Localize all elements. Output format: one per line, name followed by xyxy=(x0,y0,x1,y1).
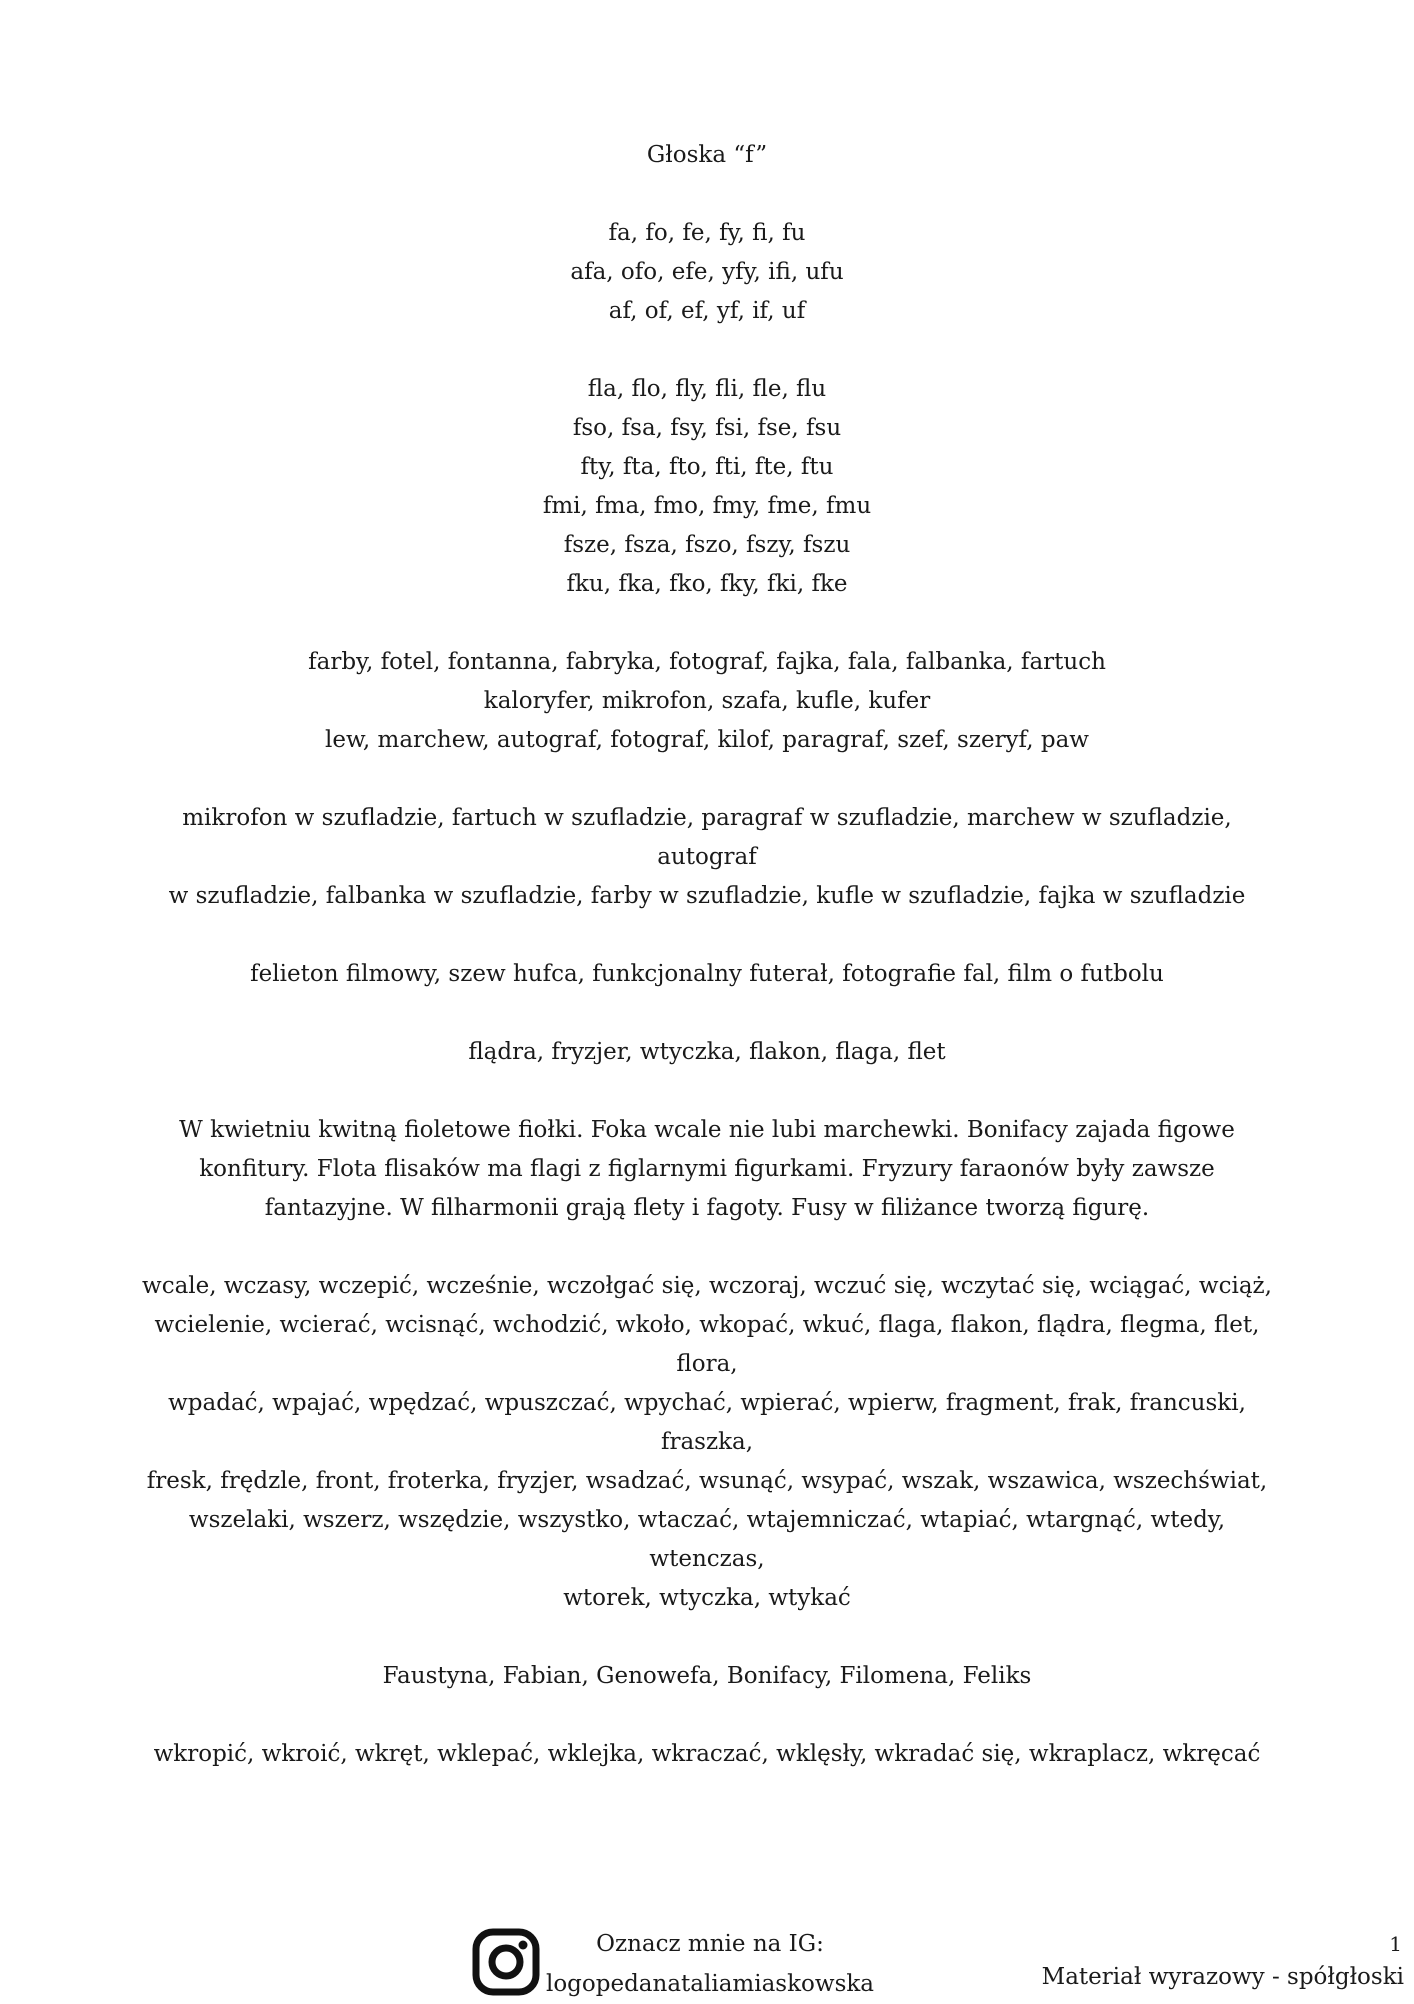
word-line-2: flądra, fryzjer, wtyczka, flakon, flaga, flet xyxy=(468,1039,946,1065)
clusters-block xyxy=(140,370,1274,604)
cluster-line: fku, fka, fko, fky, fki, fke xyxy=(566,571,848,597)
w-word-line: wcale, wczasy, wczepić, wcześnie, wczołgać się, wczoraj, wczuć się, wczytać się, wciągać, wciąż, xyxy=(142,1273,1272,1299)
sentences-block xyxy=(140,1111,1274,1228)
phrase-line: w szufladzie, falbanka w szufladzie, farby w szufladzie, kufle w szufladzie, fajka w szufladzie xyxy=(168,883,1246,909)
cluster-line: fmi, fma, fmo, fmy, fme, fmu xyxy=(542,493,872,519)
footer-instagram xyxy=(520,1924,900,2004)
phrases-block xyxy=(140,799,1274,916)
sentence-line: konfitury. Flota flisaków ma flagi z figlarnymi figurkami. Fryzury faraonów były zawsze xyxy=(199,1156,1215,1182)
cluster-line: fsze, fsza, fszo, fszy, fszu xyxy=(563,532,851,558)
sentence-line: W kwietniu kwitną fioletowe fiołki. Foka wcale nie lubi marchewki. Bonifacy zajada figowe xyxy=(179,1117,1235,1143)
phrase-line: mikrofon w szufladzie, fartuch w szufladzie, paragraf w szufladzie, marchew w szufladzie, autograf xyxy=(182,805,1232,870)
footer-ig-handle: logopedanataliamiaskowska xyxy=(545,1971,875,1997)
w-words-block xyxy=(140,1267,1274,1618)
page-number: 1 xyxy=(1389,1932,1402,1956)
word-line: farby, fotel, fontanna, fabryka, fotograf, fajka, fala, falbanka, fartuch xyxy=(308,649,1106,675)
words-block xyxy=(140,643,1274,760)
document-content xyxy=(140,136,1274,1774)
sentence-line: fantazyjne. W filharmonii grają flety i fagoty. Fusy w filiżance tworzą figurę. xyxy=(264,1195,1150,1221)
wk-words-line: wkropić, wkroić, wkręt, wklepać, wklejka, wkraczać, wklęsły, wkradać się, wkraplacz, wkręcać xyxy=(153,1741,1261,1767)
phrase-line-2: felieton filmowy, szew hufca, funkcjonalny futerał, fotografie fal, film o futbolu xyxy=(250,961,1164,987)
w-word-line: wszelaki, wszerz, wszędzie, wszystko, wtaczać, wtajemniczać, wtapiać, wtargnąć, wtedy, wtenczas, xyxy=(188,1507,1226,1572)
footer-ig-label: Oznacz mnie na IG: xyxy=(596,1931,824,1957)
w-word-line: wtorek, wtyczka, wtykać xyxy=(563,1585,851,1611)
names-line: Faustyna, Fabian, Genowefa, Bonifacy, Filomena, Feliks xyxy=(382,1663,1032,1689)
syllable-line: af, of, ef, yf, if, uf xyxy=(608,298,806,324)
cluster-line: fla, flo, fly, fli, fle, flu xyxy=(587,376,827,402)
w-word-line: wpadać, wpajać, wpędzać, wpuszczać, wpychać, wpierać, wpierw, fragment, frak, francuski, fraszka, xyxy=(168,1390,1246,1455)
syllable-line: afa, ofo, efe, yfy, ifi, ufu xyxy=(570,259,844,285)
word-line: lew, marchew, autograf, fotograf, kilof, paragraf, szef, szeryf, paw xyxy=(324,727,1089,753)
syllable-line: fa, fo, fe, fy, fi, fu xyxy=(608,220,806,246)
w-word-line: fresk, frędzle, front, froterka, fryzjer, wsadzać, wsunąć, wsypać, wszak, wszawica, wszechświat, xyxy=(146,1468,1268,1494)
w-word-line: wcielenie, wcierać, wcisnąć, wchodzić, wkoło, wkopać, wkuć, flaga, flakon, flądra, flegma, flet, flora, xyxy=(154,1312,1260,1377)
page-title: Głoska “f” xyxy=(646,142,768,168)
word-line: kaloryfer, mikrofon, szafa, kufle, kufer xyxy=(483,688,931,714)
footer-section-label: Materiał wyrazowy - spółgłoski xyxy=(1041,1964,1404,1990)
cluster-line: fty, fta, fto, fti, fte, ftu xyxy=(580,454,834,480)
cluster-line: fso, fsa, fsy, fsi, fse, fsu xyxy=(572,415,842,441)
syllables-block xyxy=(140,214,1274,331)
